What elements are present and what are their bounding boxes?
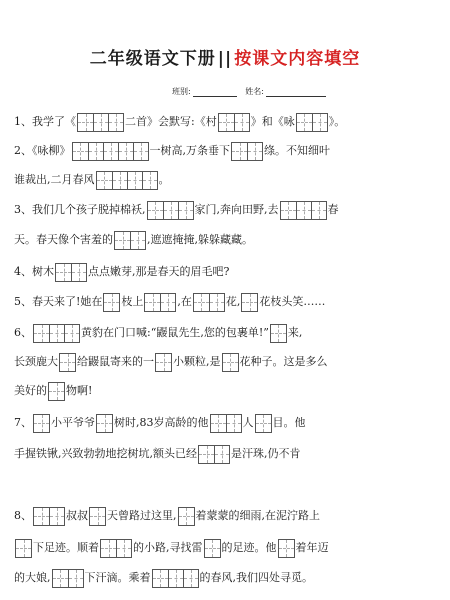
q5-blank-4[interactable] <box>241 293 258 312</box>
q8-blank-3[interactable] <box>178 507 195 526</box>
q7-blank-3[interactable] <box>210 414 242 433</box>
q7-text-e: 目。他 <box>272 416 306 429</box>
q6-blank-3[interactable] <box>59 353 76 372</box>
class-field[interactable] <box>193 96 237 97</box>
class-label: 班别: <box>172 87 191 96</box>
q3b-text-b: ,遮遮掩掩,躲躲藏藏。 <box>147 233 253 246</box>
q3b-text-a: 天。春天像个害羞的 <box>14 233 113 246</box>
q1-blank-3[interactable] <box>296 113 328 132</box>
q8b-text-b: 的小路,寻找雷 <box>133 541 203 554</box>
q8b-text-a: 下足迹。顺着 <box>33 541 99 554</box>
q6b-text-a: 长颈鹿大 <box>14 355 58 368</box>
question-6-cont2 <box>14 381 92 401</box>
q1-blank-2[interactable] <box>218 113 250 132</box>
q3-blank-1[interactable] <box>147 201 194 220</box>
q7b-text-b: 是汗珠,仍不肯 <box>231 447 301 460</box>
q8c-text-a: 的大娘, <box>14 571 51 584</box>
q8-text-d: 着蒙蒙的细雨,在泥泞路上 <box>195 509 320 522</box>
title-grade: 二年级语文下册 <box>89 49 216 69</box>
q1-blank-1[interactable] <box>77 113 124 132</box>
q4-blank-1[interactable] <box>55 263 87 282</box>
q8b-text-d: 着年迈 <box>295 541 329 554</box>
q6-blank-2[interactable] <box>270 324 287 343</box>
q3-text-c: 春 <box>327 203 339 216</box>
q8-blank-2[interactable] <box>89 507 106 526</box>
q6c-text-a: 美好的 <box>14 384 47 397</box>
question-1 <box>14 112 345 132</box>
title-separator: || <box>217 49 233 69</box>
q8-text-c: 天曾路过这里, <box>107 509 177 522</box>
q6-blank-5[interactable] <box>222 353 239 372</box>
question-2 <box>14 141 330 161</box>
q8-blank-6[interactable] <box>204 539 221 558</box>
q8-text-b: 叔叔 <box>66 509 88 522</box>
question-2-cont <box>14 170 170 190</box>
q7-blank-2[interactable] <box>96 414 113 433</box>
q5-blank-1[interactable] <box>103 293 120 312</box>
q1-text-a: 1、我学了《 <box>14 115 76 128</box>
q5-text-c: ,在 <box>177 295 192 308</box>
q5-text-e: 花枝头笑…… <box>259 295 326 308</box>
student-info <box>172 86 332 97</box>
question-8 <box>14 506 320 526</box>
question-8-cont <box>14 538 329 558</box>
page-title <box>0 44 450 69</box>
q8c-text-b: 下汗滴。乘着 <box>84 571 151 584</box>
q6c-text-b: 物啊! <box>66 384 93 397</box>
q1-text-b: 二首》会默写:《村 <box>125 115 217 128</box>
q2-text-b: 一树高,万条垂下 <box>149 144 230 157</box>
q4-text-a: 4、树木 <box>14 265 54 278</box>
q8-text-a: 8、 <box>14 509 32 522</box>
name-label: 姓名: <box>245 87 264 96</box>
q8-blank-7[interactable] <box>278 539 295 558</box>
q7-text-d: 人 <box>242 416 254 429</box>
q8-blank-8[interactable] <box>52 569 84 588</box>
question-5 <box>14 292 325 312</box>
question-8-cont2 <box>14 568 313 588</box>
q8-blank-9[interactable] <box>152 569 199 588</box>
q2b-text-a: 谁裁出,二月春风 <box>14 173 95 186</box>
q7-blank-5[interactable] <box>198 445 230 464</box>
question-3 <box>14 200 339 220</box>
q3-text-b: 家门,奔向田野,去 <box>194 203 279 216</box>
q6-blank-6[interactable] <box>48 382 65 401</box>
q8c-text-c: 的春风,我们四处寻觅。 <box>199 571 313 584</box>
question-7 <box>14 413 306 433</box>
q2-text-c: 绦。不知细叶 <box>264 144 330 157</box>
q3-blank-2[interactable] <box>280 201 327 220</box>
q6b-text-c: 小颗粒,是 <box>173 355 221 368</box>
q3-blank-3[interactable] <box>114 231 146 250</box>
q5-text-d: 花, <box>225 295 241 308</box>
q8-blank-5[interactable] <box>100 539 132 558</box>
q6-text-c: 来, <box>287 326 303 339</box>
q7-blank-4[interactable] <box>255 414 272 433</box>
question-6-cont <box>14 352 328 372</box>
q2-blank-1[interactable] <box>72 142 149 161</box>
q8-blank-4[interactable] <box>15 539 32 558</box>
name-field[interactable] <box>266 96 326 97</box>
q6-blank-1[interactable] <box>33 324 80 343</box>
q7-blank-1[interactable] <box>33 414 50 433</box>
q6-text-b: 黄豹在门口喊:“鼹鼠先生,您的包裹单!” <box>81 326 269 339</box>
q2-blank-2[interactable] <box>231 142 263 161</box>
question-3-cont <box>14 230 253 250</box>
q2-blank-3[interactable] <box>96 171 158 190</box>
q8-blank-1[interactable] <box>33 507 65 526</box>
q6b-text-b: 给鼹鼠寄来的一 <box>77 355 154 368</box>
question-6 <box>14 323 302 343</box>
q3-text-a: 3、我们几个孩子脱掉棉袄, <box>14 203 146 216</box>
q1-text-c: 》和《咏 <box>250 115 295 128</box>
question-4 <box>14 262 229 282</box>
q8b-text-c: 的足迹。他 <box>221 541 277 554</box>
q6-blank-4[interactable] <box>155 353 172 372</box>
q1-text-d: 》。 <box>328 115 346 128</box>
q5-blank-2[interactable] <box>144 293 176 312</box>
q5-text-b: 枝上 <box>121 295 144 308</box>
q5-blank-3[interactable] <box>193 293 225 312</box>
question-7-cont <box>14 444 301 464</box>
q6-text-a: 6、 <box>14 326 32 339</box>
q5-text-a: 5、春天来了!她在 <box>14 295 103 308</box>
q7-text-c: 树时,83岁高龄的他 <box>114 416 209 429</box>
q6b-text-d: 花种子。这是多么 <box>239 355 328 368</box>
q7-text-b: 小平爷爷 <box>51 416 95 429</box>
q4-text-b: 点点嫩芽,那是春天的眉毛吧? <box>88 265 230 278</box>
q7b-text-a: 手握铁锹,兴致勃勃地挖树坑,额头已经 <box>14 447 197 460</box>
q2-text-a: 2、《咏柳》 <box>14 144 71 157</box>
q2b-text-b: 。 <box>158 173 170 186</box>
q7-text-a: 7、 <box>14 416 32 429</box>
title-topic: 按课文内容填空 <box>234 49 361 69</box>
